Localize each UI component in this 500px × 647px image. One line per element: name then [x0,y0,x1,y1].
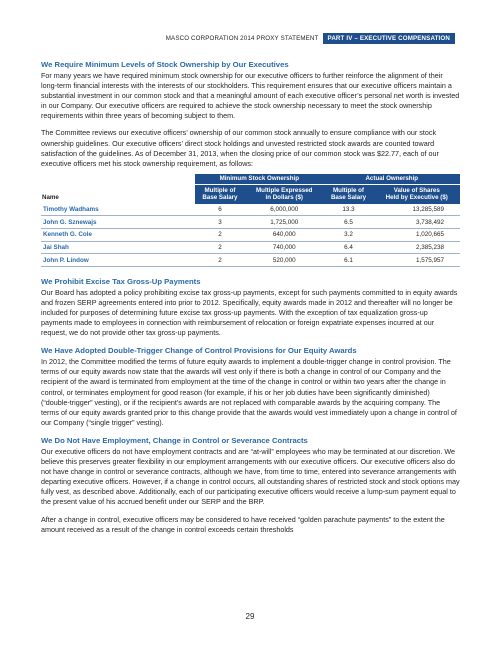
min-dollars: 520,000 [245,254,324,267]
column-header-line: Multiple of [333,186,364,194]
column-header-line: Value of Shares [393,186,440,194]
ownership-table-wrapper [41,174,460,267]
column-header-line: Base Salary [202,194,238,202]
min-multiple: 2 [195,254,245,267]
executive-name: Kenneth G. Cole [41,229,195,242]
paragraph: In 2012, the Committee modified the terms of future equity awards to implement a double-trigger change in control provision. The terms of our equity awards now state that the awards will vest only if there is both a change in control of our Company and the recipient of the award is terminated from employment at the time of the change in control or within two years after the change in control, or terminates employment for good reason (for example, if his or her job duties have been significantly diminished) (“double-trigger” vesting), or if the recipient’s awards are not replaced with comparable awards by the acquiring company. The terms of our equity awards granted prior to this change provide that the awards would vest immediately upon a change in control of our Company (“single trigger” vesting). [41,357,457,427]
actual-value: 2,385,238 [373,241,460,254]
min-dollars: 740,000 [245,241,324,254]
section-heading: We Do Not Have Employment, Change in Control or Severance Contracts [41,435,308,445]
column-header-actual-value [373,184,460,204]
section-heading: We Require Minimum Levels of Stock Ownership by Our Executives [41,60,289,69]
min-dollars: 1,725,000 [245,216,324,229]
document-title: MASCO CORPORATION 2014 PROXY STATEMENT [165,35,319,42]
table-row [41,241,460,254]
executive-name: John G. Sznewajs [41,216,195,229]
blank-header-cell [41,174,195,185]
column-header-line: in Dollars ($) [265,194,303,202]
table-row [41,216,460,229]
table-row [41,204,460,216]
section-no-contracts [41,436,460,535]
paragraph: For many years we have required minimum stock ownership for our executive officers to further reinforce the alignment of their long-term financial interests with the interests of our stockholders. This requirement ensures that our executive officers maintain a substantial investment in our common stock and that a meaningful amount of each executive officer’s personal net worth is invested in our Company. Our executive officers are required to achieve the stock ownership necessary to meet the stock ownership requirements within three years of becoming subject to them. [41,71,460,121]
min-multiple: 6 [195,204,245,216]
min-multiple: 2 [195,229,245,242]
main-content [41,60,460,543]
actual-multiple: 13.3 [324,204,374,216]
actual-multiple: 3.2 [324,229,374,242]
column-header-min-multiple [195,184,245,204]
actual-value: 1,575,957 [373,254,460,267]
executive-name: Timothy Wadhams [41,204,195,216]
section-stock-ownership [41,60,460,267]
min-multiple: 2 [195,241,245,254]
column-header-line: Multiple of [204,186,236,194]
section-heading: We Prohibit Excise Tax Gross-Up Payments [41,276,201,286]
section-double-trigger [41,346,460,428]
executive-name: Jai Shah [41,241,195,254]
actual-multiple: 6.1 [324,254,374,267]
actual-value: 3,738,492 [373,216,460,229]
paragraph: Our Board has adopted a policy prohibiting excise tax gross-up payments, except for such payments committed to in equity awards and frozen SERP agreements entered into prior to 2012. Specifically, equity awards made in 2012 and thereafter will no longer be included for purposes of determining future excise tax gross-up payments. With the exception of tax equalization gross-up payments made to employees in connection with reimbursement of relocation or foreign expatriate expenses incurred at our request, we do not provide other tax gross-up payments. [41,287,458,338]
page-number: 29 [245,612,255,621]
min-dollars: 640,000 [245,229,324,242]
section-excise-tax [41,277,460,338]
group-header-minimum: Minimum Stock Ownership [195,174,324,185]
column-header-actual-multiple [324,184,374,204]
column-header-line: Multiple Expressed [256,186,313,194]
column-header-label: Name [42,194,59,202]
min-dollars: 6,000,000 [245,204,324,216]
group-header-actual: Actual Ownership [324,174,460,185]
actual-value: 1,020,665 [373,229,460,242]
paragraph: Our executive officers do not have employment contracts and are “at-will” employees who may be terminated at our discretion. We believe this preserves greater flexibility in our employment arrangements with our executive officers. Our executive officers also do not have change in control or severance contracts, although we have, from time to time, entered into severance arrangements with departing executive officers. However, if a change in control occurs, all outstanding shares of restricted stock and stock options may fully vest, as described above. Additionally, each of our participating executive officers would receive a lump-sum payment equal to the present value of his accrued benefit under our SERP and the BRP. [41,446,460,507]
ownership-table [41,174,460,267]
column-header-line: Held by Executive ($) [385,194,448,202]
paragraph: After a change in control, executive officers may be considered to have received “golden parachute payments” to the extent the amount received as a result of the change in control exceeds certain thresholds [41,514,445,534]
actual-multiple: 6.4 [324,241,374,254]
table-row [41,254,460,267]
actual-value: 13,285,589 [373,204,460,216]
column-header-name [41,184,195,204]
page-header [166,33,455,44]
executive-name: John P. Lindow [41,254,195,267]
table-row [41,229,460,242]
section-heading: We Have Adopted Double-Trigger Change of Control Provisions for Our Equity Awards [41,346,357,356]
column-header-min-dollars [245,184,324,204]
paragraph: The Committee reviews our executive officers’ ownership of our common stock annually to ensure compliance with our stock ownership guidelines. Our executive officers’ direct stock holdings and unvested restricted stock awards are counted toward satisfaction of the guidelines. As of December 31, 2013, when the closing price of our common stock was $22.77, each of our executive officers met his stock ownership requirement, as follows: [41,128,439,168]
actual-multiple: 6.5 [324,216,374,229]
column-header-line: Base Salary [330,194,367,202]
section-tag: PART IV – EXECUTIVE COMPENSATION [323,33,456,44]
min-multiple: 3 [195,216,245,229]
